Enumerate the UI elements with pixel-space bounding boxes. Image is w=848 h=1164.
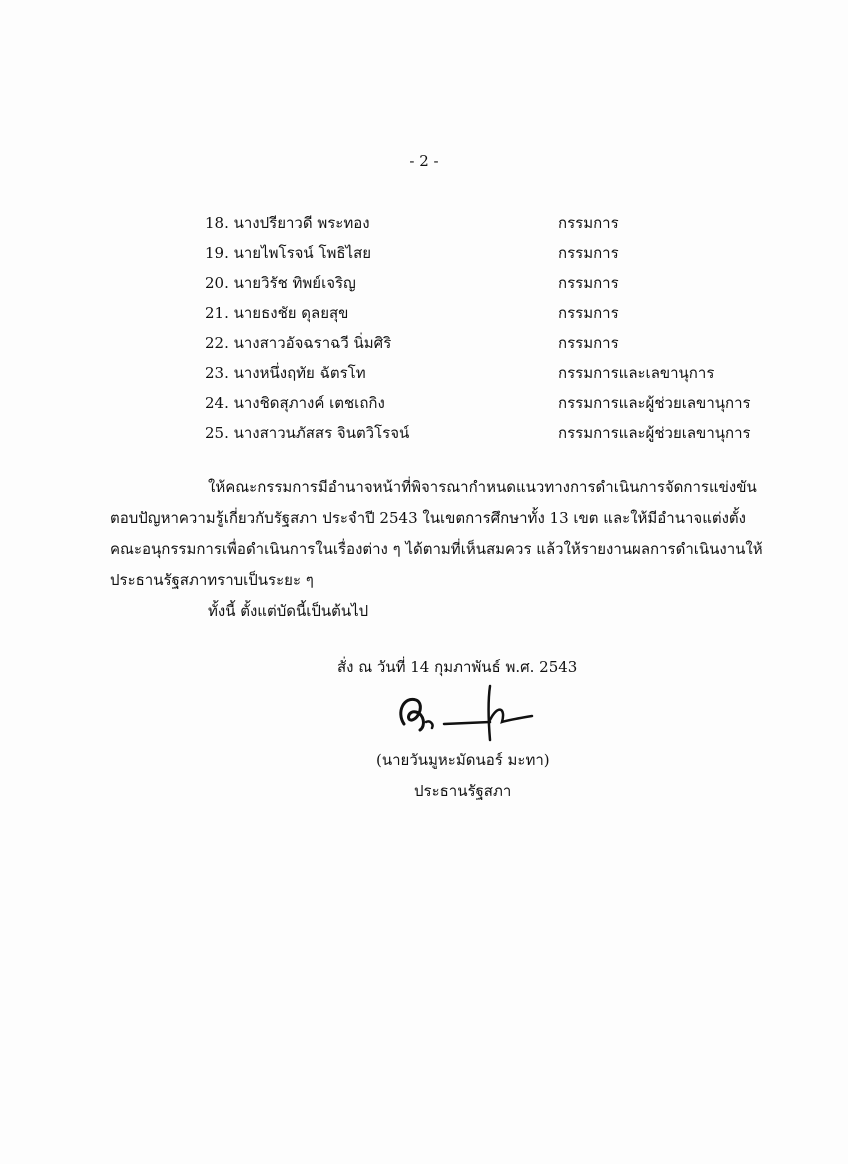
member-role: กรรมการและเลขานุการ	[558, 364, 715, 382]
member-name: 25. นางสาวนภัสสร จินตวิโรจน์	[205, 424, 410, 442]
member-role: กรรมการ	[558, 274, 619, 292]
order-body	[110, 472, 763, 627]
member-role: กรรมการ	[558, 214, 619, 232]
member-name: 18. นางปรียาวดี พระทอง	[205, 214, 370, 232]
member-role: กรรมการ	[558, 244, 619, 262]
order-date: สั่ง ณ วันที่ 14 กุมภาพันธ์ พ.ศ. 2543	[337, 658, 578, 676]
member-role: กรรมการ	[558, 304, 619, 322]
member-name: 19. นายไพโรจน์ โพธิไสย	[205, 244, 372, 262]
committee-member-list	[205, 208, 765, 448]
member-row	[205, 268, 765, 298]
signer-name: (นายวันมูหะมัดนอร์ มะทา)	[376, 751, 550, 769]
member-role: กรรมการ	[558, 334, 619, 352]
paragraph-line: ประธานรัฐสภาทราบเป็นระยะ ๆ	[110, 571, 314, 589]
paragraph-line: คณะอนุกรรมการเพื่อดำเนินการในเรื่องต่าง ๆ ได้ตามที่เห็นสมควร แล้วให้รายงานผลการดำเนินงานให้	[110, 540, 763, 558]
page-number: - 2 -	[409, 152, 439, 170]
signer-title: ประธานรัฐสภา	[414, 782, 512, 800]
member-name: 24. นางชิดสุภางค์ เตชเถกิง	[205, 394, 385, 412]
member-row	[205, 358, 765, 388]
effective-line: ทั้งนี้ ตั้งแต่บัดนี้เป็นต้นไป	[208, 602, 369, 620]
member-row	[205, 388, 765, 418]
member-role: กรรมการและผู้ช่วยเลขานุการ	[558, 424, 751, 442]
member-name: 21. นายธงชัย ดุลยสุข	[205, 304, 349, 322]
member-row	[205, 418, 765, 448]
member-row	[205, 208, 765, 238]
member-row	[205, 238, 765, 268]
paragraph-line: ให้คณะกรรมการมีอำนาจหน้าที่พิจารณากำหนดแนวทางการดำเนินการจัดการแข่งขัน	[208, 478, 757, 496]
signature-mark	[390, 682, 550, 742]
member-name: 22. นางสาวอัจฉราฉวี นิ่มศิริ	[205, 334, 392, 352]
member-name: 23. นางหนึ่งฤทัย ฉัตรโท	[205, 364, 366, 382]
member-row	[205, 328, 765, 358]
member-role: กรรมการและผู้ช่วยเลขานุการ	[558, 394, 751, 412]
member-name: 20. นายวิรัช ทิพย์เจริญ	[205, 274, 356, 292]
member-row	[205, 298, 765, 328]
paragraph-line: ตอบปัญหาความรู้เกี่ยวกับรัฐสภา ประจำปี 2543 ในเขตการศึกษาทั้ง 13 เขต และให้มีอำนาจแต่งตั้ง	[110, 509, 746, 527]
